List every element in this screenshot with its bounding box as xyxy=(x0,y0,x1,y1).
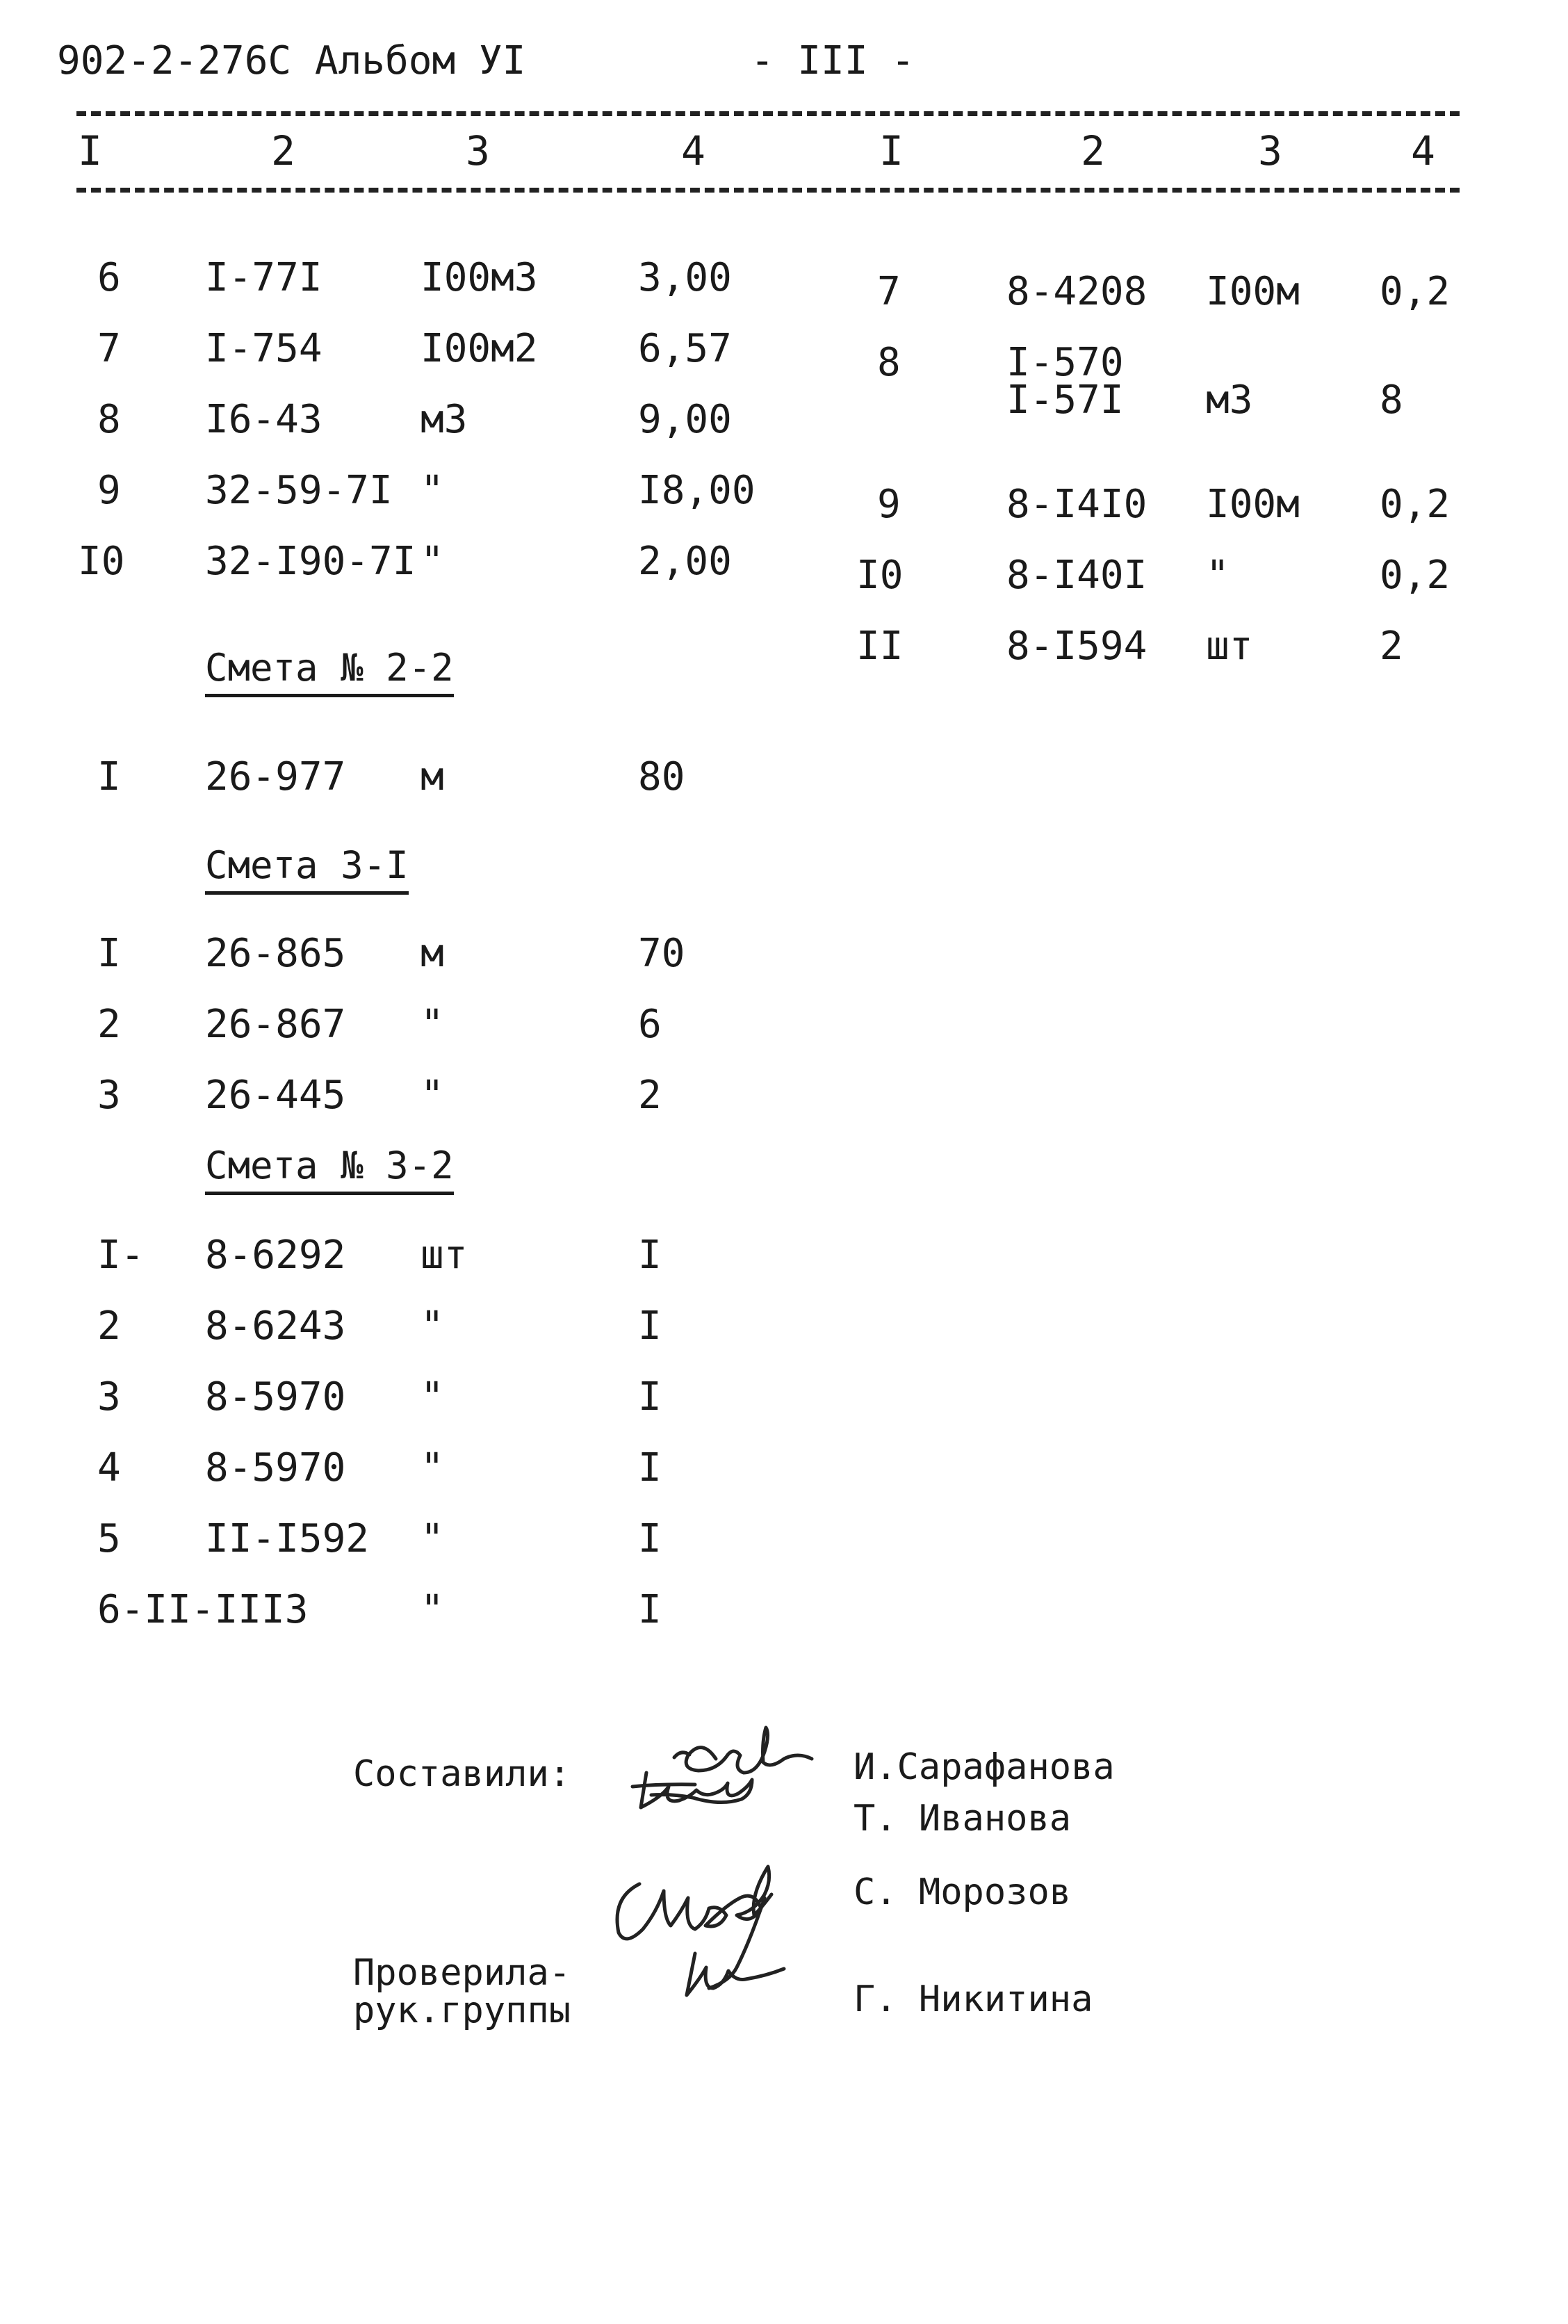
row-unit: " xyxy=(420,1073,444,1118)
row-number: 6 xyxy=(97,255,121,300)
row-unit: I00м2 xyxy=(420,326,538,371)
row-unit: I00м xyxy=(1206,269,1300,314)
row-number: 3 xyxy=(97,1374,121,1420)
row-number: II xyxy=(856,624,904,669)
row-qty: 2,00 xyxy=(638,539,732,584)
row-qty: I xyxy=(638,1303,662,1349)
col-header-r1: I xyxy=(879,127,904,174)
signature-scribble-2 xyxy=(598,1849,848,2016)
top-dashed-rule xyxy=(76,111,1460,116)
row-unit: " xyxy=(420,1445,444,1490)
row-code: 32-59-7I xyxy=(205,468,393,513)
row-unit: м3 xyxy=(420,397,468,442)
row-unit: " xyxy=(1206,553,1230,598)
row-unit: " xyxy=(420,1587,444,1632)
row-qty: I xyxy=(638,1233,662,1278)
row-qty: 0,2 xyxy=(1380,269,1451,314)
row-code: I-754 xyxy=(205,326,322,371)
row-number: I xyxy=(97,931,121,976)
row-qty: 6 xyxy=(638,1002,662,1047)
row-qty: 70 xyxy=(638,931,685,976)
row-code: 26-865 xyxy=(205,931,346,976)
row-code: I-77I xyxy=(205,255,322,300)
signer-name-1: И.Сарафанова xyxy=(854,1746,1115,1788)
row-qty: I xyxy=(638,1516,662,1561)
row-code-secondary: I-57I xyxy=(1006,377,1124,423)
header-dashed-rule xyxy=(76,188,1460,193)
row-unit: шт xyxy=(420,1233,468,1278)
row-unit: " xyxy=(420,1303,444,1349)
page-number: - III - xyxy=(751,38,915,83)
section-title-3-2 xyxy=(205,1144,454,1187)
row-code: 8-6243 xyxy=(205,1303,346,1349)
row-unit: " xyxy=(420,1374,444,1420)
row-code: 26-977 xyxy=(205,754,346,799)
col-header-4: 4 xyxy=(681,127,705,174)
row-number: 8 xyxy=(97,397,121,442)
checked-label-line-2: рук.группы xyxy=(353,1990,571,2031)
row-qty: I8,00 xyxy=(638,468,756,513)
row-number: 2 xyxy=(97,1002,121,1047)
row-qty: I xyxy=(638,1587,662,1632)
document-code: 902-2-276С Альбом УI xyxy=(57,38,526,83)
row-qty: 2 xyxy=(638,1073,662,1118)
row-unit: м xyxy=(420,754,444,799)
section-title-text: Смета № 2-2 xyxy=(205,646,454,697)
row-qty: 6,57 xyxy=(638,326,732,371)
row-code: 32-I90-7I xyxy=(205,539,416,584)
row-qty: 80 xyxy=(638,754,685,799)
row-number: I- xyxy=(97,1233,145,1278)
section-title-text: Смета № 3-2 xyxy=(205,1144,454,1195)
row-qty: I xyxy=(638,1445,662,1490)
row-number: 9 xyxy=(97,468,121,513)
row-number: 8 xyxy=(877,340,901,385)
row-number: 4 xyxy=(97,1445,121,1490)
row-qty: I xyxy=(638,1374,662,1420)
section-title-3-1 xyxy=(205,843,409,887)
row-number: 5 xyxy=(97,1516,121,1561)
row-number: 6-II-III3 xyxy=(97,1587,309,1632)
row-code: 8-I594 xyxy=(1006,624,1148,669)
row-number: 9 xyxy=(877,482,901,527)
row-code: I6-43 xyxy=(205,397,322,442)
row-number: 2 xyxy=(97,1303,121,1349)
row-unit: м3 xyxy=(1206,377,1253,423)
row-code: 8-4208 xyxy=(1006,269,1148,314)
signer-name-3: С. Морозов xyxy=(854,1871,1072,1913)
row-qty: 8 xyxy=(1380,377,1403,423)
row-qty: 2 xyxy=(1380,624,1403,669)
signature-scribble-1 xyxy=(605,1717,834,1828)
row-number: 7 xyxy=(877,269,901,314)
signer-name-2: Т. Иванова xyxy=(854,1798,1072,1839)
row-qty: 3,00 xyxy=(638,255,732,300)
row-code: 8-I4I0 xyxy=(1006,482,1148,527)
compiled-label: Составили: xyxy=(353,1753,571,1795)
row-unit: " xyxy=(420,1516,444,1561)
row-unit: " xyxy=(420,1002,444,1047)
row-unit: " xyxy=(420,539,444,584)
row-number: 3 xyxy=(97,1073,121,1118)
row-unit: шт xyxy=(1206,624,1253,669)
row-code: I-570 xyxy=(1006,340,1124,385)
row-code: II-I592 xyxy=(205,1516,370,1561)
checked-label-line-1: Проверила- xyxy=(353,1952,571,1994)
section-title-2-2 xyxy=(205,646,454,690)
col-header-r2: 2 xyxy=(1081,127,1105,174)
col-header-1: I xyxy=(78,127,102,174)
row-code: 8-5970 xyxy=(205,1445,346,1490)
row-unit: м xyxy=(420,931,444,976)
row-code: 8-6292 xyxy=(205,1233,346,1278)
row-unit: " xyxy=(420,468,444,513)
col-header-r3: 3 xyxy=(1258,127,1282,174)
row-unit: I00м xyxy=(1206,482,1300,527)
col-header-2: 2 xyxy=(271,127,295,174)
row-number: 7 xyxy=(97,326,121,371)
row-number: I xyxy=(97,754,121,799)
col-header-3: 3 xyxy=(466,127,490,174)
row-code: 8-5970 xyxy=(205,1374,346,1420)
row-number: I0 xyxy=(78,539,125,584)
row-unit: I00м3 xyxy=(420,255,538,300)
row-code: 26-445 xyxy=(205,1073,346,1118)
row-code: 8-I40I xyxy=(1006,553,1148,598)
row-qty: 0,2 xyxy=(1380,482,1451,527)
row-number: I0 xyxy=(856,553,904,598)
row-qty: 9,00 xyxy=(638,397,732,442)
row-qty: 0,2 xyxy=(1380,553,1451,598)
section-title-text: Смета 3-I xyxy=(205,843,409,895)
row-code: 26-867 xyxy=(205,1002,346,1047)
col-header-r4: 4 xyxy=(1411,127,1435,174)
signer-name-4: Г. Никитина xyxy=(854,1978,1093,2020)
